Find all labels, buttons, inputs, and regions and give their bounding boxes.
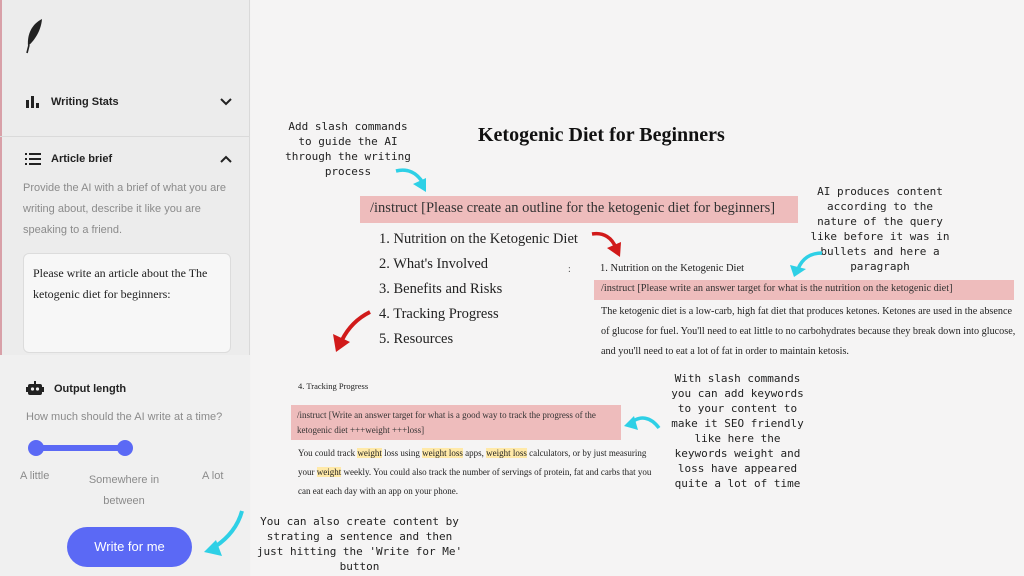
annotation-slash-commands: Add slash commands to guide the AI through the writing process (285, 120, 411, 178)
feather-icon[interactable] (24, 18, 46, 54)
article-brief-textarea[interactable]: Please write an article about the The ketogenic diet for beginners: (23, 253, 231, 353)
red-arrow-icon (330, 308, 374, 354)
cyan-arrow-icon (786, 249, 826, 279)
list-icon (25, 153, 41, 165)
section4-instruct: /instruct [Write an answer target for what is a good way to track the progress of the ketogenic diet +++weight +++loss] (291, 405, 621, 440)
article-brief-help: Provide the AI with a brief of what you are writing about, describe it like you are speaking to a friend. (23, 182, 227, 236)
robot-icon (26, 381, 44, 397)
text-run: You could track (298, 448, 358, 458)
section4-paragraph (298, 444, 653, 501)
text-run: weekly. You could also track the number of servings of protein, fat and carbs that you can eat each day with an app on your phone. (298, 467, 652, 496)
annotation-ai-produces: AI produces content according to the nature of the query like before it was in bullets and here a paragraph (810, 185, 950, 273)
list-item: 1. Nutrition on the Ketogenic Diet (379, 231, 578, 247)
outline-list (379, 227, 578, 352)
slider-handle-min[interactable] (28, 440, 44, 456)
text-run: loss using (381, 448, 423, 458)
list-item: 4. Tracking Progress (379, 306, 499, 322)
annotation-write-for-me: You can also create content by strating a sentence and then just hitting the 'Write for Me' button (256, 515, 463, 573)
article-brief-label: Article brief (51, 153, 113, 165)
document-title: Ketogenic Diet for Beginners (478, 124, 725, 146)
sidebar (0, 0, 250, 576)
cyan-arrow-icon (198, 508, 248, 560)
red-arrow-icon (590, 228, 626, 260)
chevron-down-icon[interactable] (220, 97, 232, 107)
option-a-lot: A lot (202, 470, 224, 482)
list-item: 5. Resources (379, 331, 454, 347)
output-length-question: How much should the AI write at a time? (26, 411, 223, 423)
output-length-label: Output length (54, 383, 127, 395)
slider-handle-max[interactable] (117, 440, 133, 456)
list-item: 3. Benefits and Risks (379, 281, 503, 297)
cyan-arrow-icon (393, 165, 433, 195)
writing-stats-label: Writing Stats (51, 96, 119, 108)
divider (0, 136, 250, 137)
writing-stats-header[interactable] (24, 93, 234, 113)
keyword-highlight: weight loss (486, 448, 527, 458)
stray-mark: : (568, 264, 571, 275)
text-run: apps, (462, 448, 487, 458)
text-run: calculators, or by just measuring your (298, 448, 647, 477)
option-a-little: A little (20, 470, 50, 482)
option-somewhere-between: Somewhere in between (88, 474, 160, 507)
section4-heading: 4. Tracking Progress (298, 381, 369, 391)
instruct-outline: /instruct [Please create an outline for the ketogenic diet for beginners] (360, 196, 798, 223)
write-for-me-button[interactable]: Write for me (67, 527, 192, 567)
section1-instruct: /instruct [Please write an answer target for what is the nutrition on the ketogenic diet] (594, 280, 1014, 300)
article-brief-header[interactable] (24, 150, 234, 170)
section1-heading: 1. Nutrition on the Ketogenic Diet (600, 263, 745, 274)
bar-chart-icon (26, 96, 40, 108)
slider-track[interactable] (36, 445, 125, 451)
keyword-highlight: weight (316, 467, 342, 477)
keyword-highlight: weight (357, 448, 382, 458)
chevron-up-icon[interactable] (220, 154, 232, 164)
cyan-arrow-icon (622, 410, 662, 438)
list-item: 2. What's Involved (379, 256, 489, 272)
keyword-highlight: weight loss (422, 448, 463, 458)
section1-paragraph: The ketogenic diet is a low-carb, high fat diet that produces ketones. Ketones are used in the absence of glucose for fuel. You'll need to eat little to no carbohydrates because they break down into glucose, and you'll need to eat a lot of fat in order to maintain ketosis. (601, 306, 1016, 357)
annotation-keywords: With slash commands you can add keywords to your content to make it SEO friendly like here the keywords weight and loss have appeared quite a lot of time (671, 372, 804, 490)
